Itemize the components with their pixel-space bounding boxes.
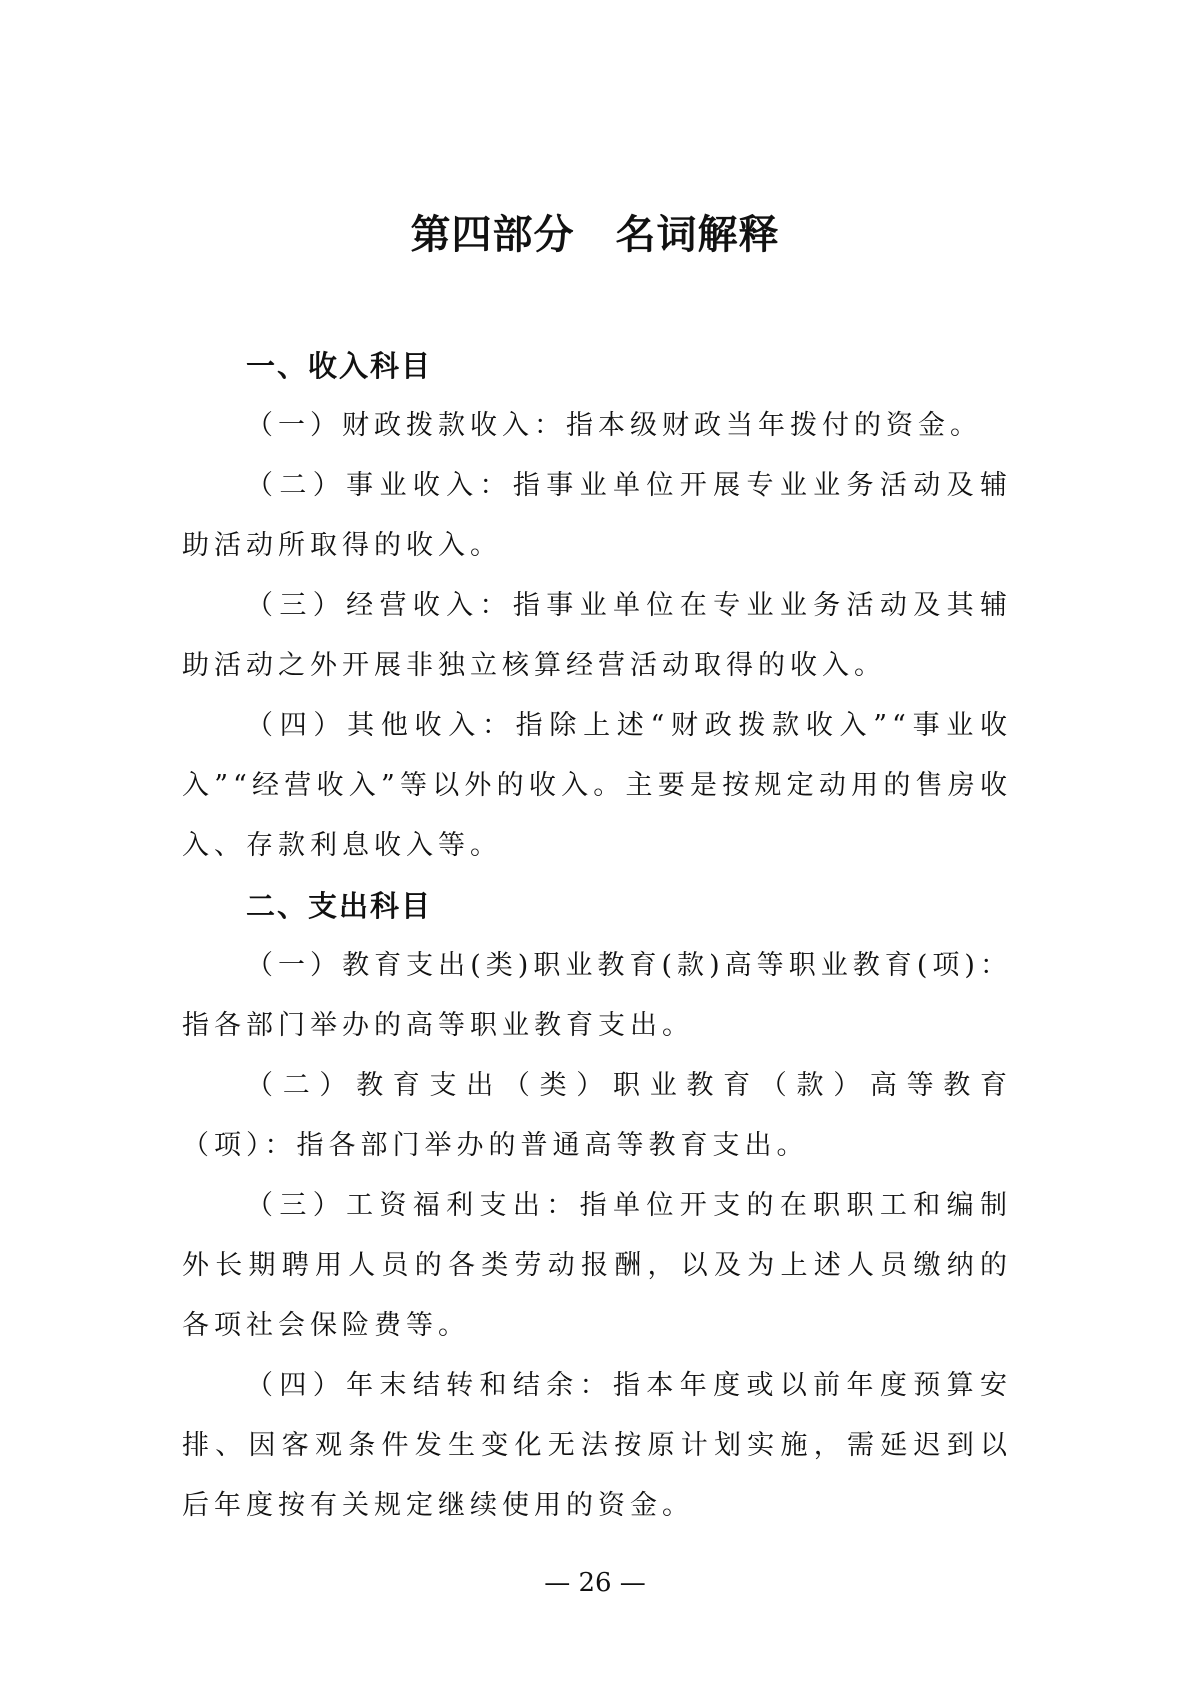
expenditure-item-higher-education: （二）教育支出（类）职业教育（款）高等教育（项）：指各部门举办的普通高等教育支出。 <box>182 1070 1012 1161</box>
income-item-business: （二）事业收入：指事业单位开展专业业务活动及辅助活动所取得的收入。 <box>182 470 1012 561</box>
page-title: 第四部分 名词解释 <box>410 211 780 258</box>
expenditure-item-higher-vocational: （一）教育支出(类)职业教育(款)高等职业教育(项)：指各部门举办的高等职业教育支出。 <box>182 950 1012 1041</box>
page-number: — 26 — <box>544 1568 646 1598</box>
expenditure-item-carryover: （四）年末结转和结余：指本年度或以前年度预算安排、因客观条件发生变化无法按原计划实施，需延迟到以后年度按有关规定继续使用的资金。 <box>182 1370 1012 1521</box>
income-item-fiscal-appropriation: （一）财政拨款收入：指本级财政当年拨付的资金。 <box>246 410 982 441</box>
section-heading-expenditure: 二、支出科目 <box>246 889 433 923</box>
income-item-operating: （三）经营收入：指事业单位在专业业务活动及其辅助活动之外开展非独立核算经营活动取得的收入。 <box>182 590 1012 681</box>
document-body <box>182 336 1012 1536</box>
section-heading-income: 一、收入科目 <box>246 349 433 383</box>
expenditure-item-salary-welfare: （三）工资福利支出：指单位开支的在职职工和编制外长期聘用人员的各类劳动报酬，以及为上述人员缴纳的各项社会保险费等。 <box>182 1190 1012 1341</box>
income-item-other: （四）其他收入：指除上述“财政拨款收入”“事业收入”“经营收入”等以外的收入。主要是按规定动用的售房收入、存款利息收入等。 <box>182 710 1012 861</box>
